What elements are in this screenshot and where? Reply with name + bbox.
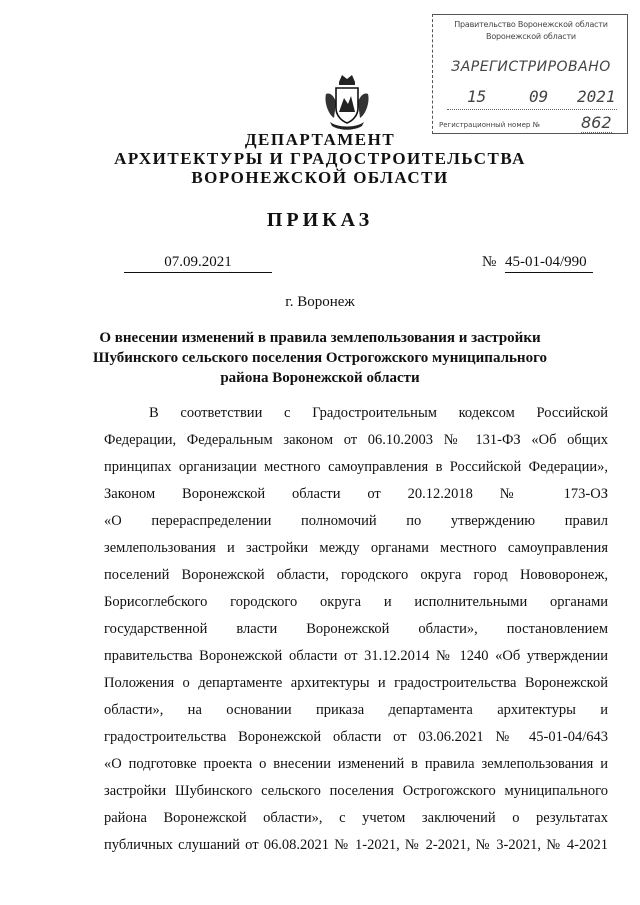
body-line: застройки Шубинского сельского поселения Острогожского муниципального [104,783,608,799]
stamp-year: 2021 [577,87,616,106]
stamp-organization [439,19,623,43]
body-line: Федерации, Федеральным законом от 06.10.2003 № 131-ФЗ «Об общих [104,432,608,448]
department-line1: ДЕПАРТАМЕНТ [244,130,396,149]
body-line: области», на основании приказа департамента архитектуры и [104,702,608,718]
order-title: ПРИКАЗ [266,209,374,231]
stamp-org-line1: Правительство Воронежской области [454,20,608,29]
body-line: поселений Воронежской области, городского округа город Нововоронеж, [104,567,608,583]
registration-stamp [432,14,628,134]
stamp-number: 862 [581,113,612,132]
body-line: района Воронежской области», с учетом заключений о результатах [104,810,608,826]
heading-line1: О внесении изменений в правила землепользования и застройки [99,330,541,346]
order-heading [70,328,570,388]
stamp-org-line2: Воронежской области [486,32,576,41]
body-line: Положения о департаменте архитектуры и градостроительства Воронежской [104,675,608,691]
body-line: Борисоглебского городского округа и исполнительными органами [104,594,608,610]
stamp-registered-label: ЗАРЕГИСТРИРОВАНО [451,59,611,75]
department-line2: АРХИТЕКТУРЫ И ГРАДОСТРОИТЕЛЬСТВА [114,149,526,168]
order-city: г. Воронеж [285,294,355,310]
order-body [104,400,608,859]
stamp-day: 15 [467,87,487,106]
body-line: градостроительства Воронежской области от 03.06.2021 № 45-01-04/643 [104,729,608,745]
order-number: 45-01-04/990 [505,254,593,273]
coat-of-arms-icon [322,72,372,132]
body-line: Законом Воронежской области от 20.12.2018 № 173-ОЗ [104,486,608,502]
stamp-date [447,87,617,110]
body-line: «О подготовке проекта о внесении изменений в правила землепользования и [104,756,608,772]
heading-line2: Шубинского сельского поселения Острогожского муниципального [92,350,548,366]
body-line: принципах организации местного самоуправления в Российской Федерации», [104,459,608,475]
body-line: землепользования и застройки между органами местного самоуправления [104,540,608,556]
order-date: 07.09.2021 [124,254,272,273]
body-line: «О перераспределении полномочий по утверждению правил [104,513,608,529]
body-line: правительства Воронежской области от 31.12.2014 № 1240 «Об утверждении [104,648,608,664]
body-line: В соответствии с Градостроительным кодексом Российской [149,405,608,421]
body-line: государственной власти Воронежской области», постановлением [104,621,608,637]
heading-line3: района Воронежской области [220,370,420,386]
body-line: публичных слушаний от 06.08.2021 № 1-2021, № 2-2021, № 3-2021, № 4-2021 [104,837,608,853]
stamp-month: 09 [529,87,549,106]
department-line3: ВОРОНЕЖСКОЙ ОБЛАСТИ [191,168,449,187]
order-number-sign: № [482,254,497,270]
stamp-number-label: Регистрационный номер № [439,121,540,129]
